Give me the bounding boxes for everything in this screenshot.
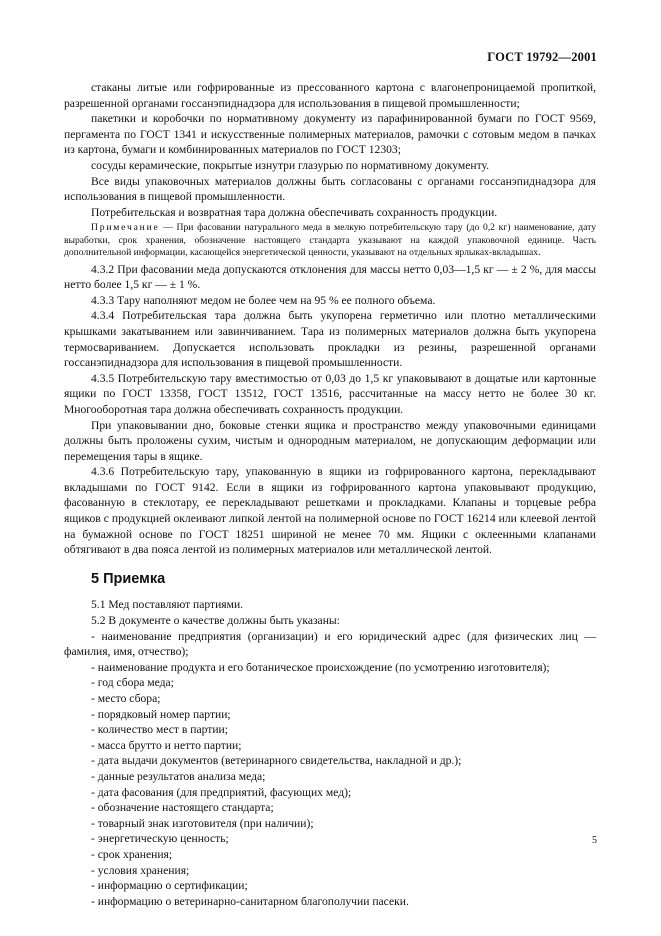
paragraph: стаканы литые или гофрированные из прессованного картона с влагонепроницаемой пропиткой, разрешенной органами госсанэпиднадзора для использования в пищевой промышленности; [64, 81, 596, 110]
section-title: 5 Приемка [91, 570, 166, 587]
note-text: — При фасовании натурального меда в мелкую потребительскую тару (до 0,2 кг) наименование, дату выработки, срок хранения, обозначение настоящего стандарта указывают на каждой упаковочной единице. Часть дополнительной информации, касающейся энергетической ценности, указывают на отдельных ярлыках-вкладышах. [64, 222, 596, 259]
list-item: - наименование продукта и его ботаническое происхождение (по усмотрению изготовителя); [91, 660, 550, 674]
page-number: 5 [592, 835, 597, 846]
list-item: - место сбора; [91, 692, 161, 705]
paragraph: При упаковывании дно, боковые стенки ящика и пространство между упаковочными единицами должны быть проложены сухим, чистым и однородным материалом, не допускающим деформации или перемещения тары в ящике. [64, 418, 596, 463]
list-item: - срок хранения; [91, 847, 173, 861]
list-item: - дата выдачи документов (ветеринарного свидетельства, накладной и др.); [91, 754, 462, 768]
list-item: - товарный знак изготовителя (при наличии); [91, 816, 314, 830]
paragraph: сосуды керамические, покрытые изнутри глазурью по нормативному документу. [91, 158, 490, 172]
clause-4-3-4: 4.3.4 Потребительская тара должна быть укупорена герметично или плотно металлическими крышками закатыванием или завинчиванием. Тара из полимерных материалов должна быть укупорена термосвариванием. Допускается использовать прокладки из резины, разрешенной органами госсанэпиднадзора для использования в пищевой промышленности. [64, 309, 596, 370]
list-item: - информацию о сертификации; [91, 879, 248, 893]
clause-4-3-2: 4.3.2 При фасовании меда допускаются отклонения для массы нетто 0,03—1,5 кг — ± 2 %, для массы нетто более 1,5 кг — ± 1 %. [64, 262, 596, 292]
paragraph: пакетики и коробочки по нормативному документу из парафинированной бумаги по ГОСТ 9569, пергамента по ГОСТ 1341 и искусственные полимерных материалов, рамочки с сотовым медом в пачках из картона, бумаги и комбинированных материалов по ГОСТ 12303; [64, 112, 596, 157]
list-item: - энергетическую ценность; [91, 832, 229, 846]
note-label: Примечание [91, 222, 160, 234]
list-item: - условия хранения; [91, 863, 190, 877]
list-item: - масса брутто и нетто партии; [91, 738, 242, 752]
paragraph: Все виды упаковочных материалов должны быть согласованы с органами госсанэпиднадзора для использования в пищевой промышленности. [64, 174, 596, 204]
document-header: ГОСТ 19792—2001 [487, 50, 597, 64]
clause-4-3-6: 4.3.6 Потребительскую тару, упакованную в ящики из гофрированного картона, перекладывают вкладышами по ГОСТ 9142. Если в ящики из гофрированного картона упаковывают продукцию, фасованную в стеклотару, ее перекладывают решетками и прокладками. Клапаны и торцевые ребра ящиков с продукцией оклеивают липкой лентой на полимерной основе по ГОСТ 16214 или клеевой лентой на бумажной основе по ГОСТ 18251 шириной не менее 70 мм. Ящики с оклеенными клапанами обтягивают в два пояса лентой из полимерных материалов или металлической лентой. [64, 465, 596, 557]
list-item: - информацию о ветеринарно-санитарном благополучии пасеки. [91, 894, 409, 908]
paragraph: Потребительская и возвратная тара должна обеспечивать сохранность продукции. [91, 205, 498, 219]
clause-4-3-5: 4.3.5 Потребительскую тару вместимостью от 0,03 до 1,5 кг упаковывают в дощатые или картонные ящики по ГОСТ 13358, ГОСТ 13512, ГОСТ 13516, рассчитанные на массу нетто не более 30 кг. Многооборотная тара должна обеспечивать сохранность продукции. [64, 371, 596, 416]
clause-5-2: 5.2 В документе о качестве должны быть указаны: [91, 614, 340, 628]
list-item: - год сбора меда; [91, 676, 174, 690]
list-item: - дата фасования (для предприятий, фасующих мед); [91, 785, 352, 799]
clause-4-3-3: 4.3.3 Тару наполняют медом не более чем на 95 % ее полного объема. [91, 293, 436, 307]
list-item: - порядковый номер партии; [91, 707, 231, 721]
list-item: - наименование предприятия (организации) и его юридический адрес (для физических лиц — фамилия, имя, отчество); [64, 629, 596, 659]
note [64, 222, 596, 259]
clause-5-1: 5.1 Мед поставляют партиями. [91, 598, 244, 612]
list-item: - обозначение настоящего стандарта; [91, 801, 274, 815]
list-item: - данные результатов анализа меда; [91, 769, 266, 783]
document-body [64, 80, 596, 909]
list-item: - количество мест в партии; [91, 723, 228, 737]
requirements-list [64, 629, 596, 910]
